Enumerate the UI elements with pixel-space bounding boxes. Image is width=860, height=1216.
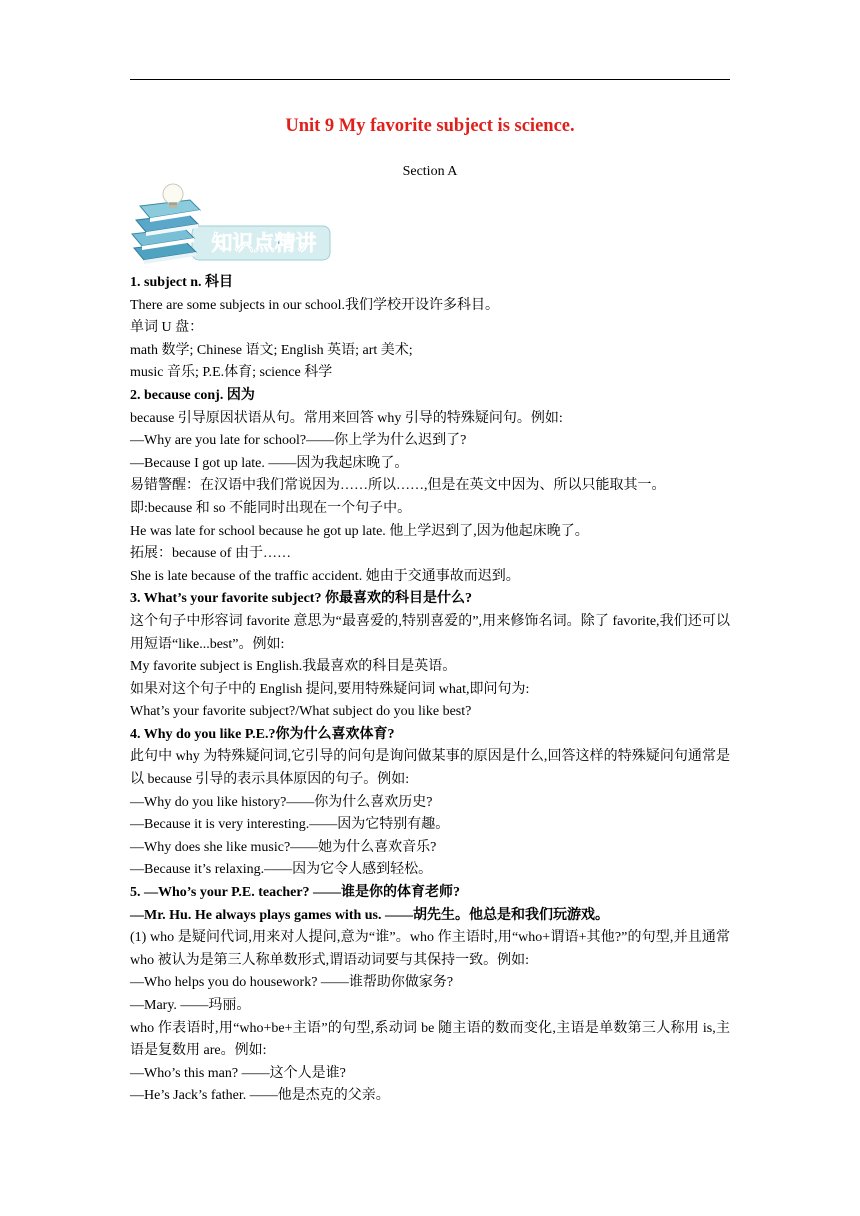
body-line: There are some subjects in our school.我们学校开设许多科目。: [130, 297, 499, 313]
section-heading: —Mr. Hu. He always plays games with us. ——胡先生。他总是和我们玩游戏。: [130, 907, 610, 923]
badge-label: 知识点精讲: [211, 231, 317, 255]
section-heading: 1. subject n. 科目: [130, 275, 234, 290]
body-line: math 数学; Chinese 语文; English 英语; art 美术;: [130, 342, 413, 358]
body-line: —Mary. ——玛丽。: [130, 998, 251, 1013]
body-line: My favorite subject is English.我最喜欢的科目是英语。: [130, 659, 457, 675]
body-line: —Why do you like history?——你为什么喜欢历史?: [130, 794, 433, 810]
body-line: What’s your favorite subject?/What subject do you like best?: [130, 704, 472, 720]
body-line: who 作表语时,用“who+be+主语”的句型,系动词 be 随主语的数而变化,主语是单数第三人称用 is,主语是复数用 are。例如:: [130, 1020, 730, 1059]
section-heading: 4. Why do you like P.E.?你为什么喜欢体育?: [130, 726, 395, 742]
body-line: 即:because 和 so 不能同时出现在一个句子中。: [130, 500, 412, 516]
body-line: 此句中 why 为特殊疑问词,它引导的问句是询问做某事的原因是什么,回答这样的特殊疑问句通常是以 because 引导的表示具体原因的句子。例如:: [130, 749, 730, 788]
body-line: —Why are you late for school?——你上学为什么迟到了?: [130, 433, 467, 449]
books-lightbulb-icon: [128, 182, 333, 266]
body-line: —He’s Jack’s father. ——他是杰克的父亲。: [130, 1088, 390, 1104]
section-heading: 5. —Who’s your P.E. teacher? ——谁是你的体育老师?: [130, 885, 461, 901]
body-line: because 引导原因状语从句。常用来回答 why 引导的特殊疑问句。例如:: [130, 410, 563, 426]
body-line: She is late because of the traffic accident. 她由于交通事故而迟到。: [130, 568, 520, 584]
body-line: —Why does she like music?——她为什么喜欢音乐?: [130, 839, 437, 855]
section-heading: 3. What’s your favorite subject? 你最喜欢的科目是什么?: [130, 591, 472, 607]
body-line: 单词 U 盘：: [130, 320, 204, 336]
header-rule: [130, 79, 730, 80]
section-heading: 2. because conj. 因为: [130, 387, 255, 403]
body-line: 易错警醒：在汉语中我们常说因为……所以……,但是在英文中因为、所以只能取其一。: [130, 478, 666, 494]
body-line: 这个句子中形容词 favorite 意思为“最喜爱的,特别喜爱的”,用来修饰名词。除了 favorite,我们还可以用短语“like...best”。例如:: [130, 613, 730, 652]
book-stack: [132, 200, 200, 264]
body-line: 如果对这个句子中的 English 提问,要用特殊疑问词 what,即问句为:: [130, 681, 530, 697]
body-line: (1) who 是疑问代词,用来对人提问,意为“谁”。who 作主语时,用“who+谓语+其他?”的句型,并且通常 who 被认为是第三人称单数形式,谓语动词要与其保持一致。例如:: [130, 930, 730, 968]
body-line: He was late for school because he got up late. 他上学迟到了,因为他起床晚了。: [130, 523, 589, 539]
body-line: 拓展：because of 由于……: [130, 546, 291, 562]
knowledge-badge: [128, 182, 333, 266]
page-title: Unit 9 My favorite subject is science.: [285, 116, 575, 136]
document-body: [130, 272, 730, 1108]
section-label: Section A: [402, 164, 458, 179]
body-line: —Who helps you do housework? ——谁帮助你做家务?: [130, 975, 454, 991]
body-line: —Who’s this man? ——这个人是谁?: [130, 1065, 346, 1081]
body-line: —Because I got up late. ——因为我起床晚了。: [130, 455, 409, 471]
body-line: music 音乐; P.E.体育; science 科学: [130, 365, 333, 381]
body-line: —Because it’s relaxing.——因为它令人感到轻松。: [130, 862, 433, 878]
body-line: —Because it is very interesting.——因为它特别有趣。: [130, 817, 450, 833]
